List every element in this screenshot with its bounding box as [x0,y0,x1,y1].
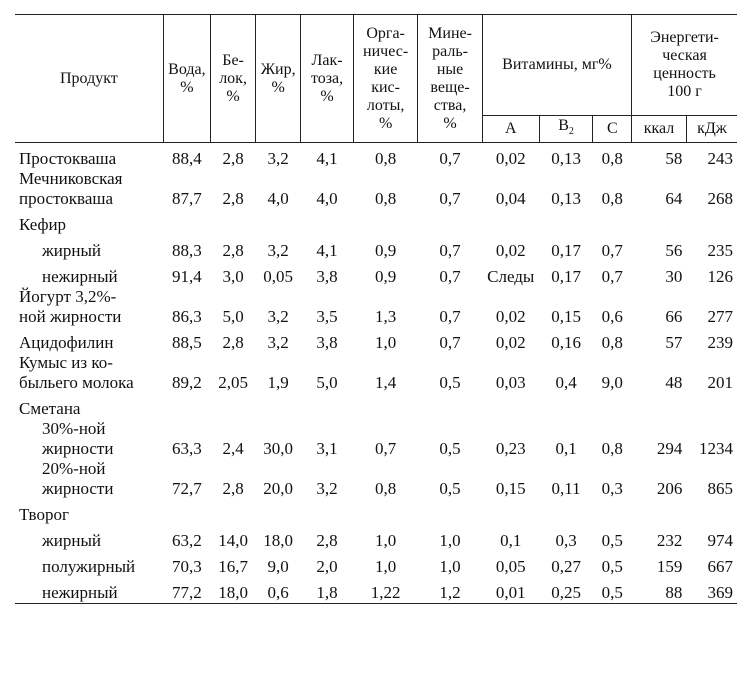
cell-lactose: 3,8 [316,267,338,286]
cell-vitamin-c: 0,5 [601,557,623,576]
product-name: Йогурт 3,2%- ной жирности [19,287,122,326]
cell-kj: 369 [686,577,737,604]
cell-water: 88,3 [172,241,202,260]
cell-vitamin-c: 0,8 [601,189,623,208]
cell-vitamin-b2: 0,11 [551,479,581,498]
cell-vitamin-b2: 0,27 [551,557,581,576]
cell-organic-acids [353,209,417,235]
cell-vitamin-a: 0,02 [495,149,526,168]
cell-vitamin-b2: 0,17 [551,241,581,260]
cell-protein: 2,8 [222,479,244,498]
cell-protein: 2,4 [222,439,244,458]
cell-minerals [418,393,482,419]
cell-kj: 1234 [699,439,733,458]
header-energy: Энергети- ческая ценность 100 г [632,15,737,116]
cell-fat: 18,0 [263,531,294,550]
cell-protein: 14,0 [218,531,248,550]
cell-vitamin-c: 0,7 [601,267,623,286]
cell-kj: 277 [707,307,733,326]
product-name: нежирный [42,267,118,286]
cell-lactose: 3,2 [316,479,338,498]
cell-kcal [632,209,687,235]
cell-lactose: 1,8 [301,577,354,604]
cell-vitamin-a [482,209,539,235]
cell-kj: 667 [707,557,733,576]
cell-kj: 243 [707,149,733,168]
cell-vitamin-a: 0,02 [495,333,526,352]
cell-vitamin-c: 0,8 [601,439,623,458]
cell-water: 72,7 [172,479,202,498]
cell-water [163,499,210,525]
cell-protein: 2,05 [218,373,248,392]
cell-water: 70,3 [172,557,202,576]
cell-kcal: 64 [665,189,683,208]
cell-organic-acids: 0,8 [374,189,397,208]
cell-vitamin-c: 0,7 [601,241,623,260]
cell-fat [256,499,301,525]
cell-fat: 20,0 [263,479,294,498]
cell-organic-acids: 1,0 [374,557,397,576]
cell-kj: 239 [707,333,733,352]
table-row [15,353,737,393]
cell-kcal: 56 [665,241,683,260]
cell-vitamin-a: 0,01 [482,577,539,604]
cell-lactose: 2,0 [316,557,338,576]
cell-kcal [632,499,687,525]
header-product: Продукт [15,15,163,143]
table-row [15,551,737,577]
cell-vitamin-c: 0,5 [601,531,623,550]
cell-lactose: 3,1 [316,439,338,458]
cell-organic-acids: 1,22 [353,577,417,604]
cell-water [163,393,210,419]
cell-organic-acids: 0,8 [374,479,397,498]
cell-minerals: 0,5 [439,373,461,392]
product-name: Кефир [19,215,67,234]
table-row [15,525,737,551]
cell-protein: 3,0 [222,267,244,286]
cell-kcal: 57 [665,333,683,352]
cell-protein [211,499,256,525]
header-vitamin-c: С [593,116,632,143]
cell-vitamin-c [593,393,632,419]
header-vitamin-a: А [482,116,539,143]
cell-protein: 2,8 [222,189,244,208]
milk-products-table [15,14,737,604]
cell-lactose: 4,1 [316,149,338,168]
cell-vitamin-a: 0,03 [495,373,526,392]
cell-lactose: 3,8 [316,333,338,352]
cell-kcal: 66 [665,307,683,326]
cell-fat: 1,9 [267,373,289,392]
cell-lactose: 5,0 [316,373,338,392]
cell-protein: 5,0 [222,307,244,326]
cell-kj: 235 [707,241,733,260]
cell-lactose: 2,8 [316,531,338,550]
header-minerals: Мине- раль- ные веще- ства, % [418,15,482,143]
cell-fat: 30,0 [263,439,294,458]
cell-fat: 3,2 [267,149,289,168]
cell-water: 77,2 [163,577,210,604]
cell-vitamin-b2: 0,15 [551,307,581,326]
table-row [15,287,737,327]
header-water: Вода, % [163,15,210,143]
cell-kcal: 232 [656,531,683,550]
cell-organic-acids: 1,0 [374,333,397,352]
table-row [15,577,737,604]
cell-vitamin-a: 0,15 [495,479,526,498]
cell-vitamin-b2: 0,3 [555,531,577,550]
header-fat: Жир, % [256,15,301,143]
product-name: Мечниковская простокваша [19,169,123,208]
cell-vitamin-c: 0,3 [601,479,623,498]
cell-vitamin-b2: 0,17 [551,267,581,286]
cell-water: 63,2 [172,531,202,550]
cell-protein [211,393,256,419]
product-name: Сметана [19,399,81,418]
cell-lactose: 4,1 [316,241,338,260]
cell-fat: 4,0 [267,189,289,208]
cell-organic-acids: 1,4 [374,373,397,392]
cell-protein: 16,7 [218,557,248,576]
cell-fat [256,393,301,419]
cell-kj: 126 [707,267,733,286]
cell-lactose: 3,5 [316,307,338,326]
cell-protein: 2,8 [222,241,244,260]
cell-vitamin-a: 0,1 [500,531,522,550]
cell-kcal: 30 [665,267,683,286]
cell-water: 91,4 [172,267,202,286]
cell-lactose [301,499,354,525]
cell-kcal: 159 [656,557,683,576]
cell-lactose [301,393,354,419]
table-row [15,499,737,525]
cell-organic-acids: 0,7 [374,439,397,458]
cell-vitamin-c: 0,8 [601,333,623,352]
cell-vitamin-b2: 0,13 [551,189,581,208]
cell-minerals: 0,7 [439,267,461,286]
product-name: Кумыс из ко- быльего молока [19,353,134,392]
cell-organic-acids: 0,9 [374,267,397,286]
cell-vitamin-a [482,393,539,419]
cell-kj [686,499,737,525]
table-row [15,327,737,353]
cell-water: 88,5 [172,333,202,352]
cell-minerals: 1,0 [439,557,461,576]
cell-vitamin-c: 9,0 [601,373,623,392]
product-name: полужирный [42,557,136,576]
product-name: 30%-ной жирности [42,419,114,458]
cell-vitamin-b2 [539,499,593,525]
cell-kcal: 48 [665,373,683,392]
cell-kj: 974 [707,531,733,550]
cell-water: 89,2 [172,373,202,392]
cell-organic-acids [353,393,417,419]
cell-fat: 3,2 [267,307,289,326]
cell-protein: 18,0 [211,577,256,604]
cell-vitamin-c: 0,5 [593,577,632,604]
cell-vitamin-b2 [539,209,593,235]
cell-organic-acids: 0,9 [374,241,397,260]
cell-minerals [418,499,482,525]
cell-minerals: 0,7 [439,149,461,168]
cell-vitamin-b2: 0,25 [539,577,593,604]
cell-minerals: 1,0 [439,531,461,550]
cell-minerals: 0,7 [439,333,461,352]
product-name: 20%-ной жирности [42,459,114,498]
header-kj: кДж [686,116,737,143]
cell-fat: 9,0 [267,557,289,576]
cell-fat [256,209,301,235]
header-organic-acids: Орга- ничес- кие кис- лоты, % [353,15,417,143]
cell-organic-acids [353,499,417,525]
cell-vitamin-a: 0,05 [495,557,526,576]
product-name: жирный [42,241,101,260]
cell-minerals: 1,2 [418,577,482,604]
cell-water: 88,4 [172,149,202,168]
cell-minerals: 0,7 [439,241,461,260]
cell-vitamin-c [593,209,632,235]
table-row [15,393,737,419]
table-row [15,261,737,287]
cell-vitamin-b2 [539,393,593,419]
header-kcal: ккал [632,116,687,143]
header-vitamins: Витамины, мг% [482,15,631,116]
product-name: Простокваша [19,149,117,168]
cell-vitamin-b2: 0,1 [555,439,577,458]
header-vitamin-b2: $В_2$ [539,116,593,143]
cell-kj: 865 [707,479,733,498]
cell-vitamin-a: 0,04 [495,189,526,208]
product-name: нежирный [15,577,163,604]
cell-protein: 2,8 [222,333,244,352]
table-row [15,235,737,261]
cell-minerals: 0,5 [439,439,461,458]
cell-vitamin-c: 0,6 [601,307,623,326]
table-row [15,169,737,209]
cell-kcal: 206 [656,479,683,498]
cell-vitamin-a: 0,23 [495,439,526,458]
product-name: жирный [42,531,101,550]
cell-protein: 2,8 [222,149,244,168]
cell-kj: 268 [707,189,733,208]
cell-vitamin-a: 0,02 [495,307,526,326]
cell-organic-acids: 1,3 [374,307,397,326]
table-row [15,209,737,235]
cell-kcal [632,393,687,419]
cell-kcal: 88 [632,577,687,604]
header-protein: Бе- лок, % [211,15,256,143]
cell-vitamin-a: 0,02 [495,241,526,260]
cell-kcal: 294 [656,439,683,458]
cell-organic-acids: 0,8 [374,149,397,168]
cell-kj [686,393,737,419]
cell-water: 63,3 [172,439,202,458]
product-name: Ацидофилин [19,333,114,352]
cell-fat: 3,2 [267,333,289,352]
cell-kj: 201 [707,373,733,392]
cell-vitamin-b2: 0,4 [555,373,577,392]
cell-vitamin-a [482,499,539,525]
cell-fat: 3,2 [267,241,289,260]
cell-water: 86,3 [172,307,202,326]
cell-protein [211,209,256,235]
header-lactose: Лак- тоза, % [301,15,354,143]
cell-kj [686,209,737,235]
cell-water: 87,7 [172,189,202,208]
cell-vitamin-b2: 0,13 [551,149,581,168]
cell-lactose: 4,0 [316,189,338,208]
cell-minerals: 0,7 [439,189,461,208]
cell-minerals: 0,5 [439,479,461,498]
cell-water [163,209,210,235]
cell-fat: 0,6 [256,577,301,604]
cell-organic-acids: 1,0 [374,531,397,550]
cell-lactose [301,209,354,235]
table-row [15,143,737,170]
cell-vitamin-b2: 0,16 [551,333,581,352]
cell-fat: 0,05 [263,267,294,286]
product-name: Творог [19,505,69,524]
table-row [15,419,737,459]
cell-minerals: 0,7 [439,307,461,326]
cell-vitamin-c [593,499,632,525]
cell-vitamin-a: Следы [487,267,535,286]
cell-kcal: 58 [665,149,683,168]
table-row [15,459,737,499]
cell-vitamin-c: 0,8 [601,149,623,168]
cell-minerals [418,209,482,235]
